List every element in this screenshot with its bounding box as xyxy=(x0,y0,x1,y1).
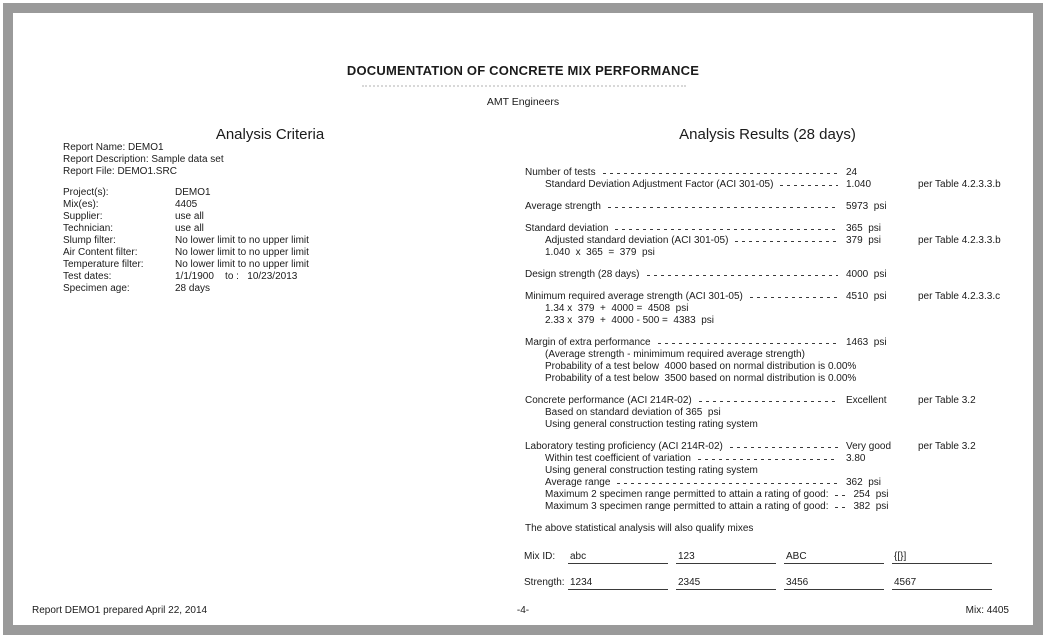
results-row-note xyxy=(918,477,1010,489)
footer-page-number: -4- xyxy=(516,605,530,616)
results-row-value: 379 psi xyxy=(846,235,882,246)
criteria-field-row xyxy=(63,283,309,295)
results-row xyxy=(525,201,1010,213)
criteria-field-row xyxy=(63,211,309,223)
results-row-note xyxy=(918,453,1010,465)
criteria-field-label: Supplier: xyxy=(63,211,103,222)
document-title: DOCUMENTATION OF CONCRETE MIX PERFORMANCE xyxy=(346,63,700,78)
criteria-field-value: 28 days xyxy=(175,283,211,294)
mix-id-label: Mix ID: xyxy=(524,551,556,562)
results-row-label: Number of tests xyxy=(525,167,596,178)
results-row-value: 1.040 xyxy=(846,179,872,190)
results-row-label: Adjusted standard deviation (ACI 301-05) xyxy=(545,235,729,246)
criteria-field-row xyxy=(63,223,309,235)
results-row-note: per Table 3.2 xyxy=(918,395,976,406)
results-row-value: Excellent xyxy=(846,395,887,406)
results-row xyxy=(525,489,1010,501)
strength-field: 3456 xyxy=(784,573,884,590)
results-row-note xyxy=(918,269,1010,281)
results-row xyxy=(525,419,1010,431)
criteria-field-row xyxy=(63,235,309,247)
results-row-value: 254 psi xyxy=(853,489,889,500)
criteria-info-line: Report File: DEMO1.SRC xyxy=(63,166,177,177)
criteria-field-row xyxy=(63,187,309,199)
results-dashed-leader xyxy=(835,501,845,513)
strength-field: 2345 xyxy=(676,573,776,590)
results-row-value: 365 psi xyxy=(846,223,882,234)
results-row-value: 3.80 xyxy=(846,453,866,464)
results-group xyxy=(525,269,1010,281)
criteria-field-value: 1/1/1900 to : 10/23/2013 xyxy=(175,271,298,282)
results-row-value: 1463 psi xyxy=(846,337,887,348)
results-group xyxy=(525,201,1010,213)
mix-id-field: 123 xyxy=(676,547,776,564)
results-row xyxy=(525,167,1010,179)
criteria-info-line: Report Description: Sample data set xyxy=(63,154,224,165)
results-row-value: 5973 psi xyxy=(846,201,887,212)
results-row-label: Using general construction testing rating system xyxy=(545,465,758,476)
results-row xyxy=(525,465,1010,477)
results-row-value: 4510 psi xyxy=(846,291,887,302)
results-row-note: per Table 4.2.3.3.b xyxy=(918,179,1001,190)
results-row xyxy=(525,291,1010,303)
results-group xyxy=(525,337,1010,385)
mix-id-row xyxy=(524,547,1000,564)
mix-id-field: {[}] xyxy=(892,547,992,564)
results-dashed-leader xyxy=(699,395,838,407)
results-row-label: Standard deviation xyxy=(525,223,609,234)
results-row-note xyxy=(918,223,1010,235)
results-group xyxy=(525,395,1010,431)
criteria-field-label: Mix(es): xyxy=(63,199,99,210)
results-row-label: Maximum 3 specimen range permitted to attain a rating of good: xyxy=(545,501,829,512)
results-row-value: Very good xyxy=(846,441,892,452)
results-row-label: Probability of a test below 4000 based on normal distribution is 0.00% xyxy=(545,361,857,372)
results-row-label: Based on standard deviation of 365 psi xyxy=(545,407,721,418)
criteria-field-value: No lower limit to no upper limit xyxy=(175,247,309,258)
title-underline-rule xyxy=(362,85,686,87)
results-group xyxy=(525,441,1010,513)
results-row-note: per Table 3.2 xyxy=(918,441,976,452)
strength-label: Strength: xyxy=(524,577,565,588)
results-row xyxy=(525,337,1010,349)
criteria-field-label: Slump filter: xyxy=(63,235,116,246)
results-dashed-leader xyxy=(780,179,838,191)
results-dashed-leader xyxy=(750,291,838,303)
results-group xyxy=(525,167,1010,191)
results-row-note xyxy=(918,337,1010,349)
results-dashed-leader xyxy=(735,235,838,247)
results-row-note: per Table 4.2.3.3.c xyxy=(918,291,1001,302)
results-row-value: 382 psi xyxy=(853,501,889,512)
results-row-label: Margin of extra performance xyxy=(525,337,651,348)
criteria-info-line: Report Name: DEMO1 xyxy=(63,142,164,153)
criteria-field-label: Specimen age: xyxy=(63,283,130,294)
criteria-field-row xyxy=(63,199,309,211)
mix-id-field: ABC xyxy=(784,547,884,564)
results-row xyxy=(525,453,1010,465)
results-row-label: Average range xyxy=(545,477,611,488)
results-dashed-leader xyxy=(603,167,838,179)
results-row xyxy=(525,349,1010,361)
results-row-value: 4000 psi xyxy=(846,269,887,280)
results-group xyxy=(525,291,1010,327)
criteria-field-value: use all xyxy=(175,211,204,222)
analysis-results-heading: Analysis Results (28 days) xyxy=(679,126,856,143)
results-row-note: per Table 4.2.3.3.b xyxy=(918,235,1001,246)
results-row xyxy=(525,477,1010,489)
strength-field: 4567 xyxy=(892,573,992,590)
strength-field: 1234 xyxy=(568,573,668,590)
results-dashed-leader xyxy=(617,477,838,489)
footer-report-info: Report DEMO1 prepared April 22, 2014 xyxy=(32,605,208,616)
results-row-label: Probability of a test below 3500 based on normal distribution is 0.00% xyxy=(545,373,857,384)
criteria-field-value: use all xyxy=(175,223,204,234)
results-row-note xyxy=(918,167,1010,179)
results-list xyxy=(525,167,1010,535)
criteria-field-label: Air Content filter: xyxy=(63,247,138,258)
results-dashed-leader xyxy=(835,489,845,501)
results-row-label: Minimum required average strength (ACI 301-05) xyxy=(525,291,743,302)
criteria-field-value: 4405 xyxy=(175,199,198,210)
results-row-note xyxy=(925,489,1017,501)
results-dashed-leader xyxy=(615,223,838,235)
results-row-note xyxy=(918,201,1010,213)
results-row xyxy=(525,441,1010,453)
results-row xyxy=(525,501,1010,513)
results-row-value: 362 psi xyxy=(846,477,882,488)
results-row xyxy=(525,523,1010,535)
results-row xyxy=(525,373,1010,385)
results-dashed-leader xyxy=(608,201,838,213)
results-row-note xyxy=(925,501,1017,513)
criteria-field-value: No lower limit to no upper limit xyxy=(175,235,309,246)
criteria-field-value: DEMO1 xyxy=(175,187,211,198)
criteria-field-label: Technician: xyxy=(63,223,114,234)
results-row-label: Concrete performance (ACI 214R-02) xyxy=(525,395,692,406)
criteria-fields xyxy=(63,187,309,295)
criteria-field-value: No lower limit to no upper limit xyxy=(175,259,309,270)
footer-mix-number: Mix: 4405 xyxy=(965,605,1009,616)
results-group xyxy=(525,523,1010,535)
results-row-label: Design strength (28 days) xyxy=(525,269,640,280)
results-row-label: 1.34 x 379 + 4000 = 4508 psi xyxy=(545,303,689,314)
results-row xyxy=(525,407,1010,419)
criteria-field-label: Test dates: xyxy=(63,271,112,282)
criteria-field-row xyxy=(63,247,309,259)
results-row-value: 24 xyxy=(846,167,858,178)
results-row xyxy=(525,361,1010,373)
results-dashed-leader xyxy=(658,337,838,349)
company-name: AMT Engineers xyxy=(486,96,560,108)
results-row xyxy=(525,223,1010,235)
results-row xyxy=(525,179,1010,191)
results-row xyxy=(525,395,1010,407)
results-group xyxy=(525,223,1010,259)
results-row-label: The above statistical analysis will also qualify mixes xyxy=(525,523,754,534)
results-row-label: 1.040 x 365 = 379 psi xyxy=(545,247,655,258)
results-row-label: 2.33 x 379 + 4000 - 500 = 4383 psi xyxy=(545,315,715,326)
criteria-info-lines xyxy=(63,142,224,178)
results-row-label: Using general construction testing rating system xyxy=(545,419,758,430)
results-dashed-leader xyxy=(730,441,838,453)
results-row xyxy=(525,235,1010,247)
results-row-label: Maximum 2 specimen range permitted to attain a rating of good: xyxy=(545,489,829,500)
results-row xyxy=(525,247,1010,259)
results-row xyxy=(525,315,1010,327)
criteria-field-label: Project(s): xyxy=(63,187,109,198)
strength-row xyxy=(524,573,1000,590)
results-row-label: Laboratory testing proficiency (ACI 214R-02) xyxy=(525,441,723,452)
criteria-field-row xyxy=(63,259,309,271)
criteria-field-row xyxy=(63,271,309,283)
results-row-label: Average strength xyxy=(525,201,601,212)
results-row-label: Within test coefficient of variation xyxy=(545,453,691,464)
mix-id-field: abc xyxy=(568,547,668,564)
results-dashed-leader xyxy=(698,453,838,465)
results-row xyxy=(525,269,1010,281)
criteria-field-label: Temperature filter: xyxy=(63,259,144,270)
analysis-criteria-heading: Analysis Criteria xyxy=(215,126,325,143)
results-row-label: (Average strength - minimimum required average strength) xyxy=(545,349,805,360)
results-row-label: Standard Deviation Adjustment Factor (ACI 301-05) xyxy=(545,179,774,190)
results-dashed-leader xyxy=(647,269,838,281)
results-row xyxy=(525,303,1010,315)
